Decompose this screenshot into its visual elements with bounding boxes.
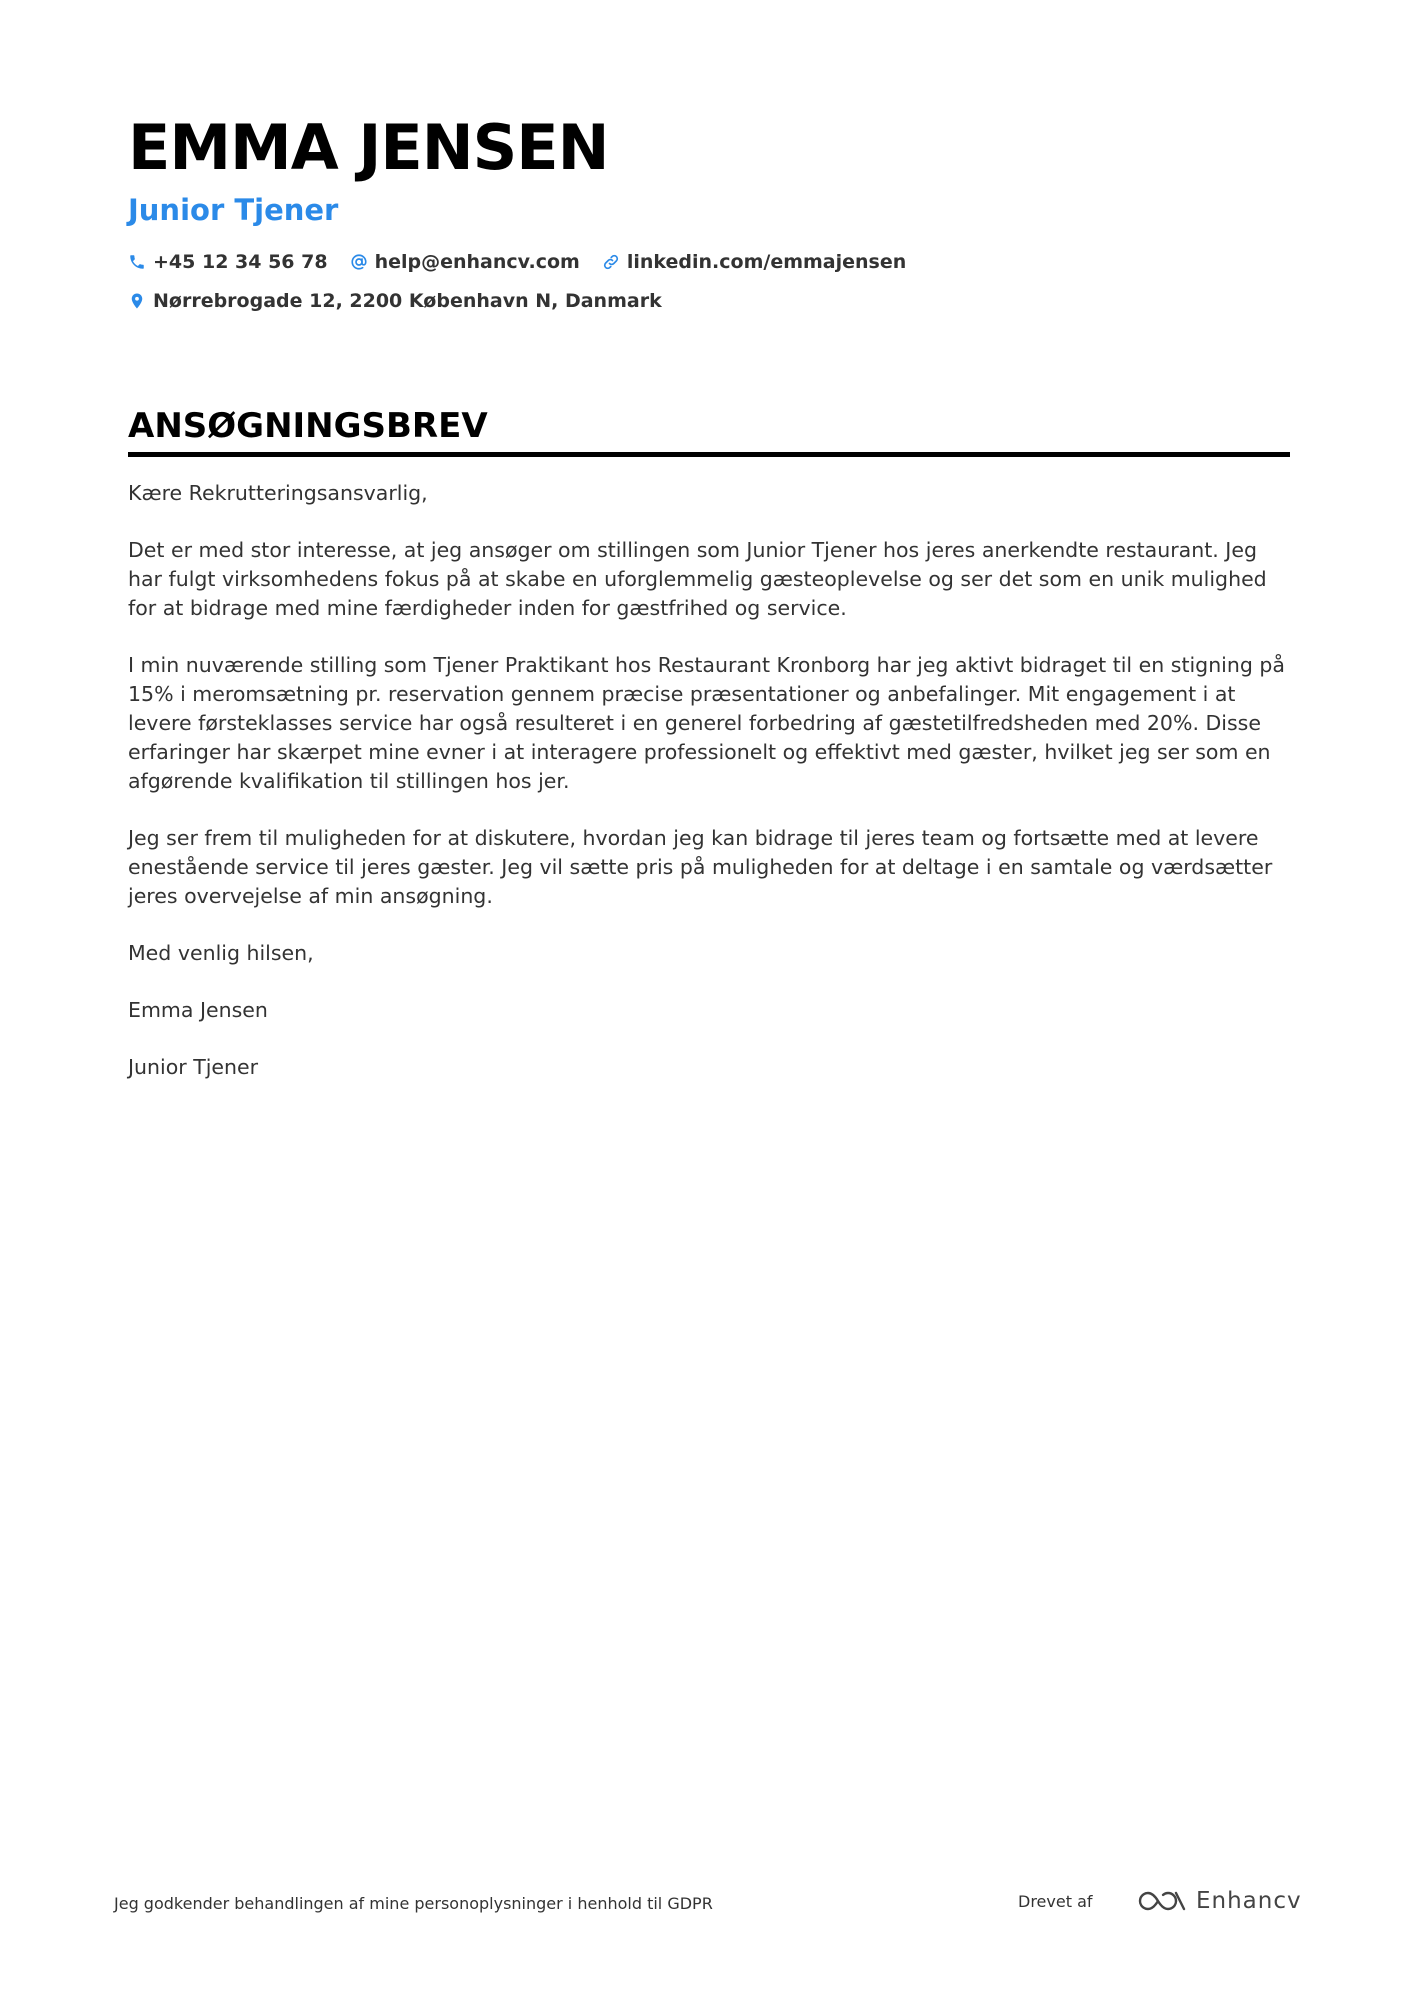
job-title: Junior Tjener [128,193,339,227]
contact-linkedin [602,251,906,273]
powered-by-label: Drevet af [1018,1892,1093,1911]
contact-email [350,251,580,273]
letter-body [128,479,1290,1082]
contact-address [128,290,662,312]
letter-paragraph: Det er med stor interesse, at jeg ansøger om stillingen som Junior Tjener hos jeres anerkendte restaurant. Jeg har fulgt virksomhedens fokus på at skabe en uforglemmelig gæsteoplevelse og ser det som en unik mulighed for at bidrage med mine færdigheder inden for gæstfrihed og service. [128,538,1267,620]
link-icon [602,253,620,271]
header [128,108,1288,315]
gdpr-consent: Jeg godkender behandlingen af mine personoplysninger i henhold til GDPR [114,1894,713,1913]
contact-row [128,248,1288,276]
address-text: Nørrebrogade 12, 2200 København N, Danmark [153,290,662,312]
location-pin-icon [128,292,146,310]
email-address: help@enhancv.com [374,251,580,273]
letter-paragraph: Jeg ser frem til muligheden for at diskutere, hvordan jeg kan bidrage til jeres team og fortsætte med at levere enestående service til jeres gæster. Jeg vil sætte pris på muligheden for at deltage i en samtale og værdsætter jeres overvejelse af min ansøgning. [128,826,1273,908]
footer [114,1888,1302,1924]
letter-paragraph: I min nuværende stilling som Tjener Praktikant hos Restaurant Kronborg har jeg aktivt bidraget til en stigning på 15% i meromsætning pr. reservation gennem præcise præsentationer og anbefalinger. Mit engagement i at levere førsteklasses service har også resulteret i en generel forbedring af gæstetilfredsheden med 20%. Disse erfaringer har skærpet mine evner i at interagere professionelt og effektivt med gæster, hvilket jeg ser som en afgørende kvalifikation til stillingen hos jer. [128,653,1285,793]
at-icon [350,253,368,271]
cover-letter-section [128,404,1290,1110]
contact-row-address [128,287,1288,315]
brand-name: Enhancv [1196,1888,1302,1914]
enhancv-logo-icon [1138,1888,1186,1914]
section-title: ANSØGNINGSBREV [128,406,488,446]
letter-greeting: Kære Rekrutteringsansvarlig, [128,481,428,505]
contact-phone [128,251,328,273]
phone-icon [128,253,146,271]
linkedin-url: linkedin.com/emmajensen [626,251,907,273]
signature-title: Junior Tjener [128,1055,259,1079]
section-divider [128,452,1290,457]
signature-name: Emma Jensen [128,998,268,1022]
brand-link[interactable] [1138,1888,1302,1914]
phone-number: +45 12 34 56 78 [153,251,328,273]
candidate-name: EMMA JENSEN [128,111,609,184]
letter-closing: Med venlig hilsen, [128,941,314,965]
